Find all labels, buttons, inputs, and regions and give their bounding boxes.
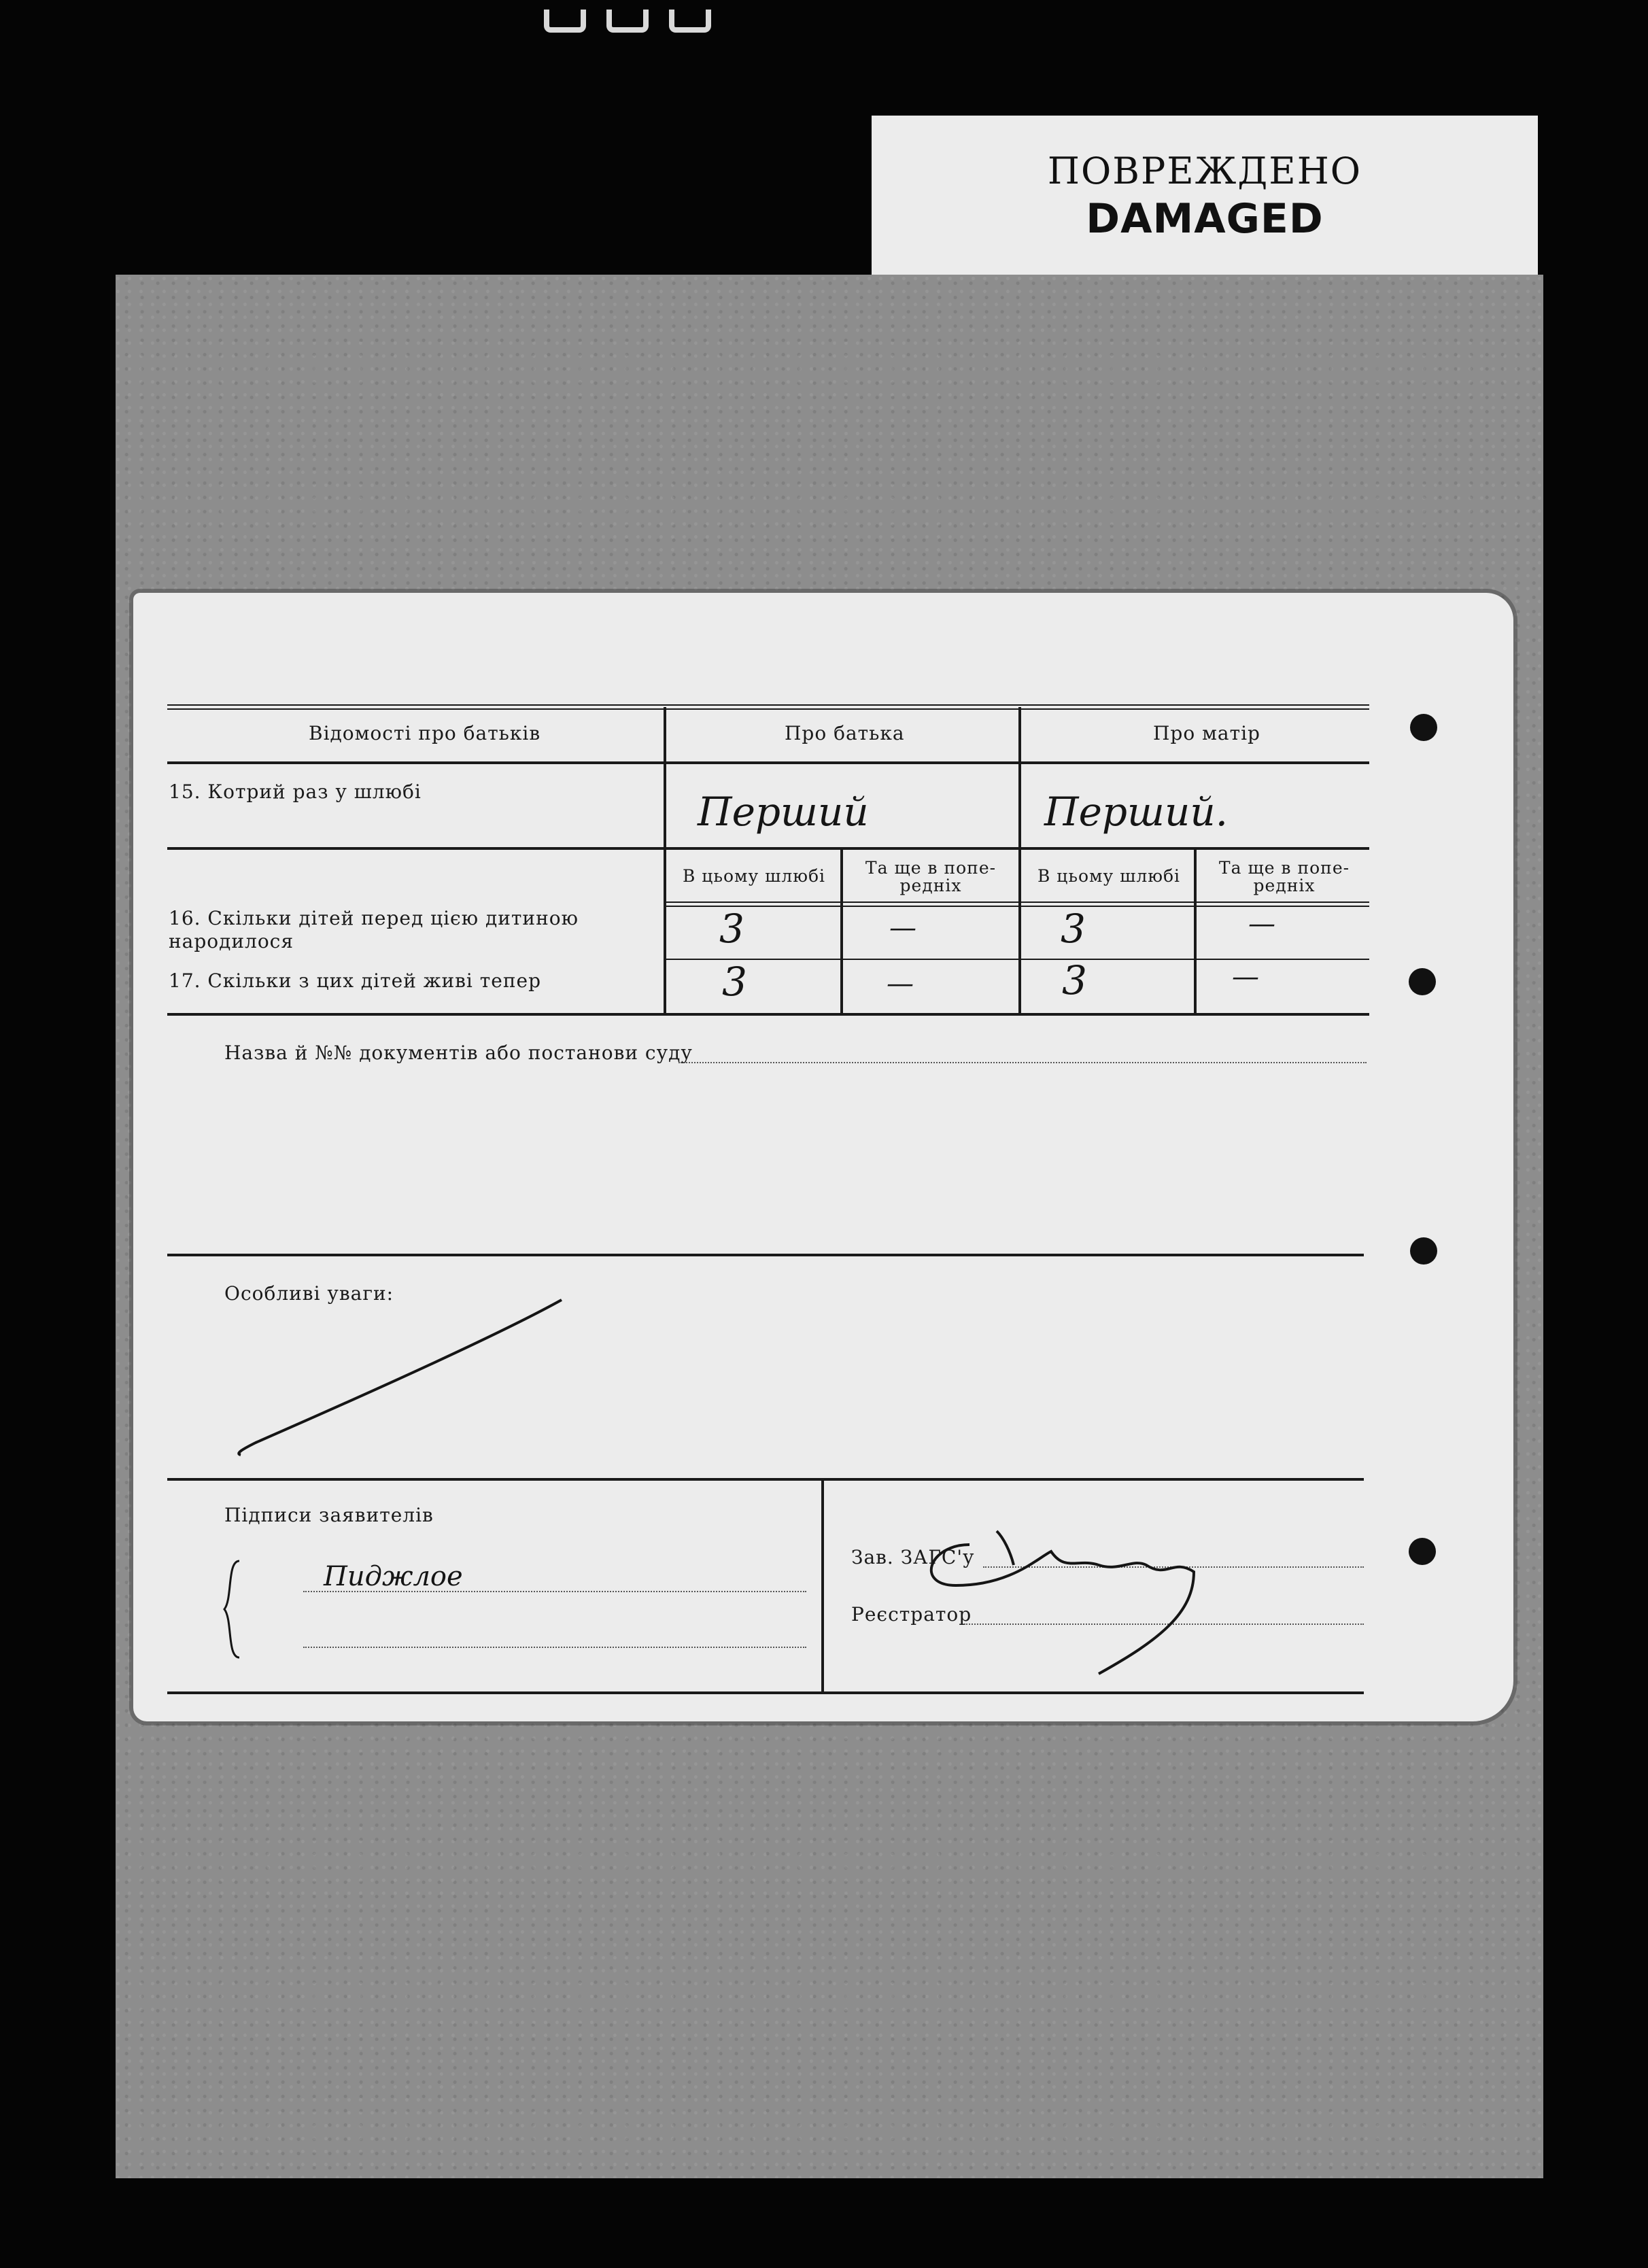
documents-label: Назва й №№ документів або постанови суду bbox=[224, 1042, 693, 1064]
notes-cross-out-stroke bbox=[228, 1293, 568, 1463]
applicant-dotted-line bbox=[303, 1647, 806, 1648]
value-mother-children-living-this: 3 bbox=[1062, 957, 1087, 1003]
table-row-rule bbox=[167, 847, 1369, 850]
value-father-children-born-this: 3 bbox=[719, 906, 744, 952]
film-mark bbox=[544, 10, 586, 33]
header-mother: Про матір bbox=[1153, 722, 1260, 744]
subheader-mother-previous: Та ще в попе-редніх bbox=[1218, 858, 1350, 895]
documents-dotted-line bbox=[679, 1062, 1367, 1063]
value-father-marriage-count: Перший bbox=[698, 789, 869, 835]
table-top-rule bbox=[167, 704, 1369, 710]
film-edge-marks bbox=[544, 10, 721, 37]
table-col-divider bbox=[1194, 847, 1197, 1013]
registrar-label: Реєстратор bbox=[851, 1603, 972, 1626]
row-label-children-born: 16. Скільки дітей перед цією дитиною народилося bbox=[169, 907, 579, 952]
table-col-divider bbox=[664, 707, 666, 1013]
value-mother-children-living-prev: — bbox=[1232, 961, 1259, 993]
film-mark bbox=[669, 10, 711, 33]
zags-head-label: Зав. ЗАГС'у bbox=[851, 1546, 975, 1568]
punch-hole bbox=[1410, 714, 1437, 741]
film-mark bbox=[606, 10, 649, 33]
value-father-children-living-this: 3 bbox=[722, 959, 747, 1005]
applicant-dotted-line bbox=[303, 1591, 806, 1592]
table-header-rule bbox=[167, 761, 1369, 764]
subheader-mother-this-marriage: В цьому шлюбі bbox=[1037, 866, 1181, 886]
table-col-divider bbox=[1018, 707, 1021, 1013]
signature-divider bbox=[821, 1478, 824, 1691]
value-mother-children-born-prev: — bbox=[1248, 908, 1275, 940]
damaged-label-en: DAMAGED bbox=[1086, 195, 1324, 243]
header-father: Про батька bbox=[785, 722, 905, 744]
table-bottom-rule bbox=[167, 1013, 1369, 1016]
value-mother-marriage-count: Перший. bbox=[1044, 789, 1229, 835]
punch-hole bbox=[1409, 968, 1436, 995]
subheader-father-this-marriage: В цьому шлюбі bbox=[682, 866, 826, 886]
subheader-father-previous: Та ще в попе-редніх bbox=[865, 858, 997, 895]
applicant-bracket bbox=[222, 1558, 242, 1660]
punch-hole bbox=[1410, 1237, 1437, 1265]
applicants-signatures-label: Підписи заявителів bbox=[224, 1504, 434, 1526]
notes-label: Особливі уваги: bbox=[224, 1282, 394, 1305]
registrar-signature-drawing bbox=[874, 1517, 1255, 1694]
table-subheader-rule bbox=[664, 901, 1369, 907]
header-parents-info: Відомості про батьків bbox=[309, 722, 541, 744]
value-father-children-born-prev: — bbox=[889, 912, 916, 944]
table-row-rule bbox=[664, 959, 1369, 960]
row-label-children-living: 17. Скільки з цих дітей живі тепер bbox=[169, 969, 542, 992]
value-father-children-living-prev: — bbox=[887, 968, 914, 999]
punch-hole bbox=[1409, 1538, 1436, 1565]
value-mother-children-born-this: 3 bbox=[1061, 906, 1086, 952]
section-rule bbox=[167, 1478, 1364, 1481]
applicant-signature: Пиджлое bbox=[324, 1561, 463, 1592]
damaged-label bbox=[872, 116, 1538, 276]
table-col-divider bbox=[840, 847, 843, 1013]
section-rule bbox=[167, 1254, 1364, 1256]
card-bottom-rule bbox=[167, 1691, 1364, 1694]
record-card bbox=[133, 593, 1513, 1721]
damaged-label-ru: ПОВРЕЖДЕНО bbox=[1047, 150, 1362, 192]
row-label-marriage-count: 15. Котрий раз у шлюбі bbox=[169, 780, 422, 803]
